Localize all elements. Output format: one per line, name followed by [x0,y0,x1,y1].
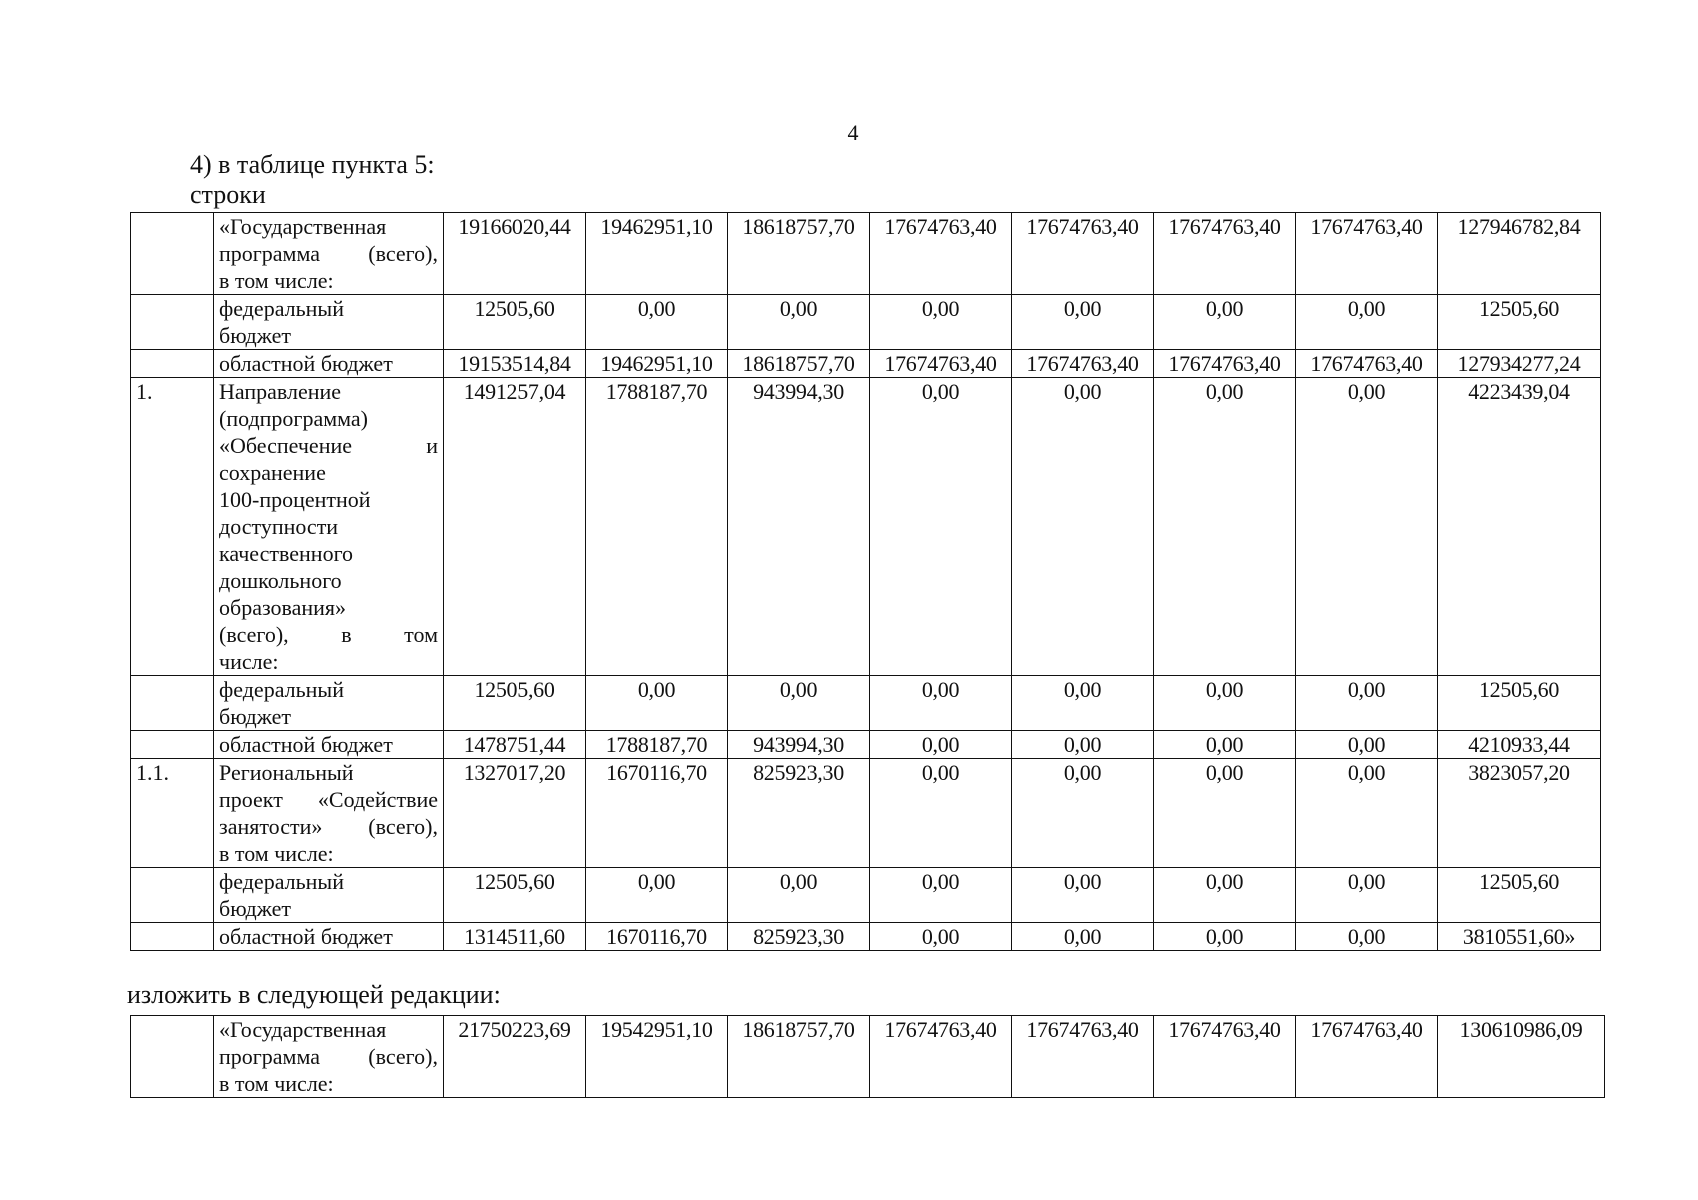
value-cell: 1327017,20 [444,759,586,868]
description-line: сохранение [219,460,326,485]
old-table-row [131,213,1601,295]
value-cell: 0,00 [586,868,728,923]
description-line: в том числе: [219,1071,334,1096]
value-cell: 0,00 [1012,295,1154,350]
description-line: «Обеспечение и [219,433,438,458]
description-line: (всего), в том [219,622,438,647]
value-cell: 0,00 [1154,923,1296,951]
value-cell: 17674763,40 [1012,213,1154,295]
value-cell: 0,00 [1296,731,1438,759]
value-cell: 17674763,40 [1012,1016,1154,1098]
value-cell: 19462951,10 [586,350,728,378]
value-cell: 943994,30 [728,731,870,759]
description-line: 100-процентной [219,487,371,512]
old-budget-table [130,212,1601,951]
description-line: программа (всего), [219,1044,438,1069]
description-line: бюджет [219,896,291,921]
value-cell: 17674763,40 [870,350,1012,378]
value-cell: 4210933,44 [1438,731,1601,759]
old-table-row [131,923,1601,951]
old-table-row [131,295,1601,350]
value-cell: 0,00 [1296,295,1438,350]
description-line: дошкольного [219,568,342,593]
value-cell: 17674763,40 [1154,350,1296,378]
value-cell: 1788187,70 [586,731,728,759]
value-cell: 0,00 [1154,731,1296,759]
value-cell: 1478751,44 [444,731,586,759]
value-cell: 17674763,40 [1154,213,1296,295]
row-description-cell [214,868,444,923]
description-line: проект «Содействие [219,787,438,812]
value-cell: 1314511,60 [444,923,586,951]
value-cell: 127946782,84 [1438,213,1601,295]
old-table-row [131,731,1601,759]
value-cell: 19542951,10 [586,1016,728,1098]
value-cell: 0,00 [870,868,1012,923]
value-cell: 3823057,20 [1438,759,1601,868]
value-cell: 12505,60 [1438,295,1601,350]
description-line: в том числе: [219,841,334,866]
old-table-row [131,759,1601,868]
value-cell: 0,00 [1012,868,1154,923]
row-index-cell: 1. [131,378,214,676]
new-budget-table [130,1015,1605,1098]
value-cell: 0,00 [870,731,1012,759]
description-line: «Государственная [219,214,387,239]
value-cell: 4223439,04 [1438,378,1601,676]
row-description-cell [214,350,444,378]
value-cell: 12505,60 [1438,868,1601,923]
description-line: Региональный [219,760,354,785]
description-line: занятости» (всего), [219,814,438,839]
description-line: образования» [219,595,347,620]
value-cell: 17674763,40 [1296,213,1438,295]
description-line: (подпрограмма) [219,406,369,431]
value-cell: 0,00 [586,295,728,350]
description-line: федеральный [219,677,344,702]
value-cell: 825923,30 [728,923,870,951]
value-cell: 1670116,70 [586,923,728,951]
value-cell: 1788187,70 [586,378,728,676]
value-cell: 19166020,44 [444,213,586,295]
row-description-cell [214,759,444,868]
old-table-row [131,868,1601,923]
value-cell: 0,00 [1012,676,1154,731]
row-index-cell [131,731,214,759]
value-cell: 0,00 [728,295,870,350]
value-cell: 0,00 [1154,378,1296,676]
value-cell: 17674763,40 [870,1016,1012,1098]
description-line: в том числе: [219,268,334,293]
row-description-cell [214,1016,444,1098]
value-cell: 1491257,04 [444,378,586,676]
row-index-cell [131,213,214,295]
row-description-cell [214,923,444,951]
value-cell: 1670116,70 [586,759,728,868]
old-table-row [131,676,1601,731]
value-cell: 0,00 [586,676,728,731]
value-cell: 0,00 [728,868,870,923]
description-line: федеральный [219,869,344,894]
value-cell: 12505,60 [444,295,586,350]
description-line: бюджет [219,323,291,348]
description-line: областной бюджет [219,732,393,757]
value-cell: 0,00 [1296,676,1438,731]
value-cell: 0,00 [1154,295,1296,350]
row-description-cell [214,213,444,295]
row-description-cell [214,731,444,759]
value-cell: 0,00 [1154,868,1296,923]
value-cell: 0,00 [1154,676,1296,731]
row-description-cell [214,295,444,350]
row-index-cell [131,1016,214,1098]
value-cell: 17674763,40 [1154,1016,1296,1098]
row-index-cell [131,676,214,731]
page-number: 4 [847,120,859,145]
value-cell: 0,00 [870,295,1012,350]
value-cell: 0,00 [1154,759,1296,868]
row-index-cell: 1.1. [131,759,214,868]
row-description-cell [214,676,444,731]
value-cell: 0,00 [870,676,1012,731]
description-line: «Государственная [219,1017,387,1042]
value-cell: 17674763,40 [1012,350,1154,378]
value-cell: 0,00 [1296,868,1438,923]
value-cell: 19462951,10 [586,213,728,295]
value-cell: 130610986,09 [1438,1016,1605,1098]
description-line: областной бюджет [219,351,393,376]
description-line: числе: [219,649,279,674]
value-cell: 21750223,69 [444,1016,586,1098]
value-cell: 19153514,84 [444,350,586,378]
description-line: программа (всего), [219,241,438,266]
value-cell: 12505,60 [444,676,586,731]
value-cell: 12505,60 [1438,676,1601,731]
value-cell: 18618757,70 [728,213,870,295]
value-cell: 0,00 [1296,759,1438,868]
value-cell: 17674763,40 [1296,1016,1438,1098]
replacement-intro: изложить в следующей редакции: [127,980,501,1009]
description-line: федеральный [219,296,344,321]
value-cell: 0,00 [1012,759,1154,868]
description-line: Направление [219,379,342,404]
value-cell: 0,00 [870,923,1012,951]
value-cell: 127934277,24 [1438,350,1601,378]
description-line: доступности [219,514,339,539]
value-cell: 18618757,70 [728,350,870,378]
old-table-row [131,350,1601,378]
value-cell: 0,00 [1012,731,1154,759]
value-cell: 0,00 [728,676,870,731]
old-table-row [131,378,1601,676]
description-line: бюджет [219,704,291,729]
row-description-cell [214,378,444,676]
section-subheading: строки [190,180,266,209]
value-cell: 0,00 [1012,923,1154,951]
value-cell: 12505,60 [444,868,586,923]
row-index-cell [131,868,214,923]
section-heading: 4) в таблице пункта 5: [190,150,435,179]
value-cell: 0,00 [1296,923,1438,951]
value-cell: 943994,30 [728,378,870,676]
row-index-cell [131,923,214,951]
value-cell: 825923,30 [728,759,870,868]
row-index-cell [131,350,214,378]
value-cell: 18618757,70 [728,1016,870,1098]
description-line: областной бюджет [219,924,393,949]
value-cell: 0,00 [870,378,1012,676]
new-table-row [131,1016,1605,1098]
row-index-cell [131,295,214,350]
value-cell: 17674763,40 [870,213,1012,295]
value-cell: 3810551,60» [1438,923,1601,951]
value-cell: 17674763,40 [1296,350,1438,378]
value-cell: 0,00 [1296,378,1438,676]
value-cell: 0,00 [870,759,1012,868]
value-cell: 0,00 [1012,378,1154,676]
description-line: качественного [219,541,354,566]
